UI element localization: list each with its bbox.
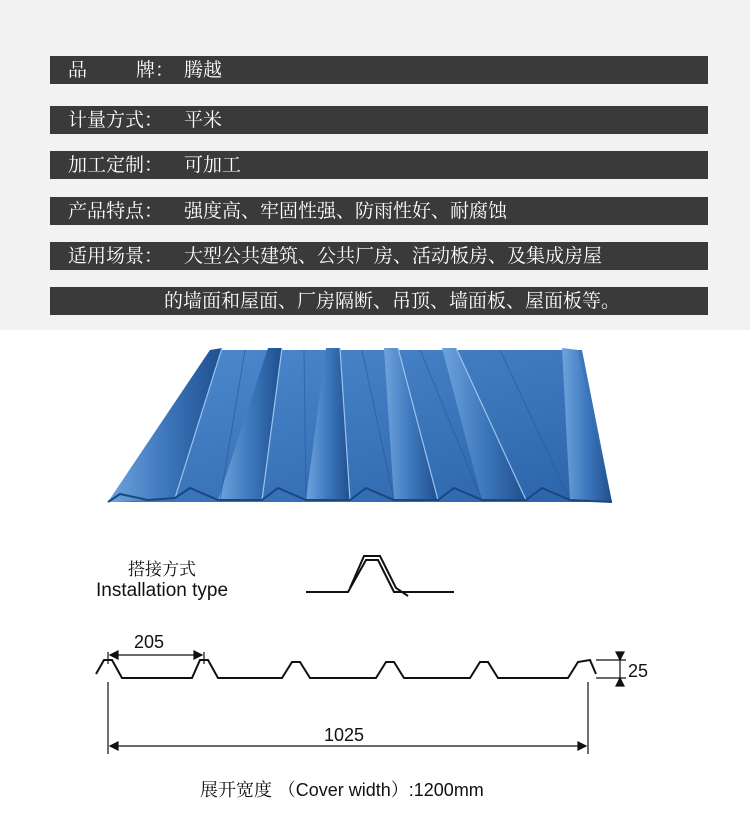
- features-value: 强度高、牢固性强、防雨性好、耐腐蚀: [184, 200, 508, 222]
- height-label: 25: [628, 661, 649, 681]
- processing-value: 可加工: [184, 154, 242, 176]
- pitch-label: 205: [134, 632, 165, 652]
- cover-label-en: （Cover width）:1200mm: [277, 780, 484, 800]
- brand-value: 腾越: [184, 59, 223, 81]
- spec-bar-brand: [50, 56, 708, 84]
- cover-label-cn: 展开宽度: [200, 780, 272, 801]
- features-label: 产品特点：: [68, 200, 164, 222]
- corrugated-sheet-image: [108, 348, 612, 502]
- spec-bar-applications-continued: [50, 287, 708, 315]
- measure-label: 计量方式：: [68, 109, 164, 131]
- installation-label-en: Installation type: [96, 580, 229, 601]
- cover-width-caption: [200, 776, 484, 802]
- spec-bar-measure: [50, 106, 708, 134]
- profile-cross-section: [96, 660, 596, 678]
- width-label: 1025: [324, 725, 365, 745]
- spec-bar-processing: [50, 151, 708, 179]
- processing-label: 加工定制：: [68, 154, 164, 176]
- height-dimension: [596, 652, 626, 686]
- measure-value: 平米: [184, 109, 223, 131]
- installation-label-cn: 搭接方式: [128, 560, 196, 580]
- applications-value-line2: 的墙面和屋面、厂房隔断、吊顶、墙面板、屋面板等。: [164, 290, 621, 312]
- spec-bar-features: [50, 197, 708, 225]
- brand-label-part2: 牌：: [136, 59, 175, 81]
- applications-label: 适用场景：: [68, 245, 164, 267]
- brand-label-part1: 品: [68, 59, 88, 81]
- applications-value-line1: 大型公共建筑、公共厂房、活动板房、及集成房屋: [184, 245, 603, 267]
- spec-bar-applications: [50, 242, 708, 270]
- pitch-dimension: [108, 651, 204, 664]
- installation-overlap-drawing: [306, 556, 454, 596]
